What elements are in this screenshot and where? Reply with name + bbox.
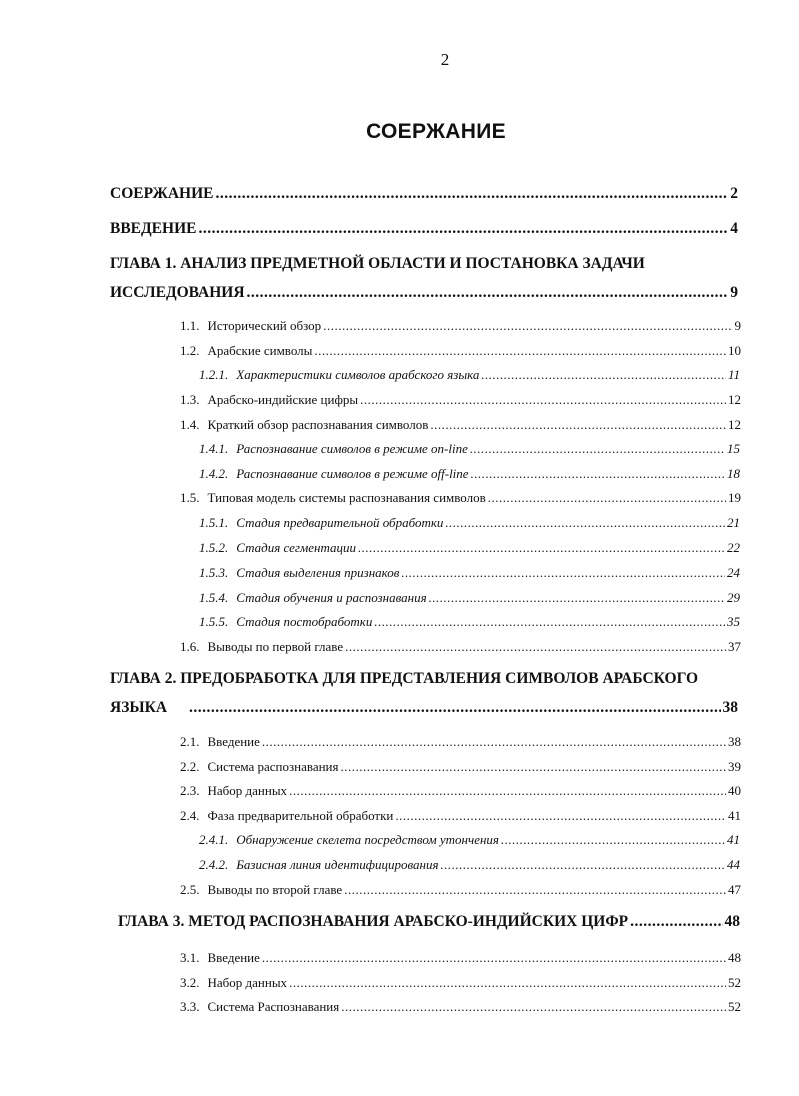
- leader-dots: [262, 734, 726, 750]
- leader-dots: [488, 490, 726, 506]
- toc-entry: 2.3. Набор данных ..... 40: [180, 783, 741, 799]
- toc-entry: 2.2. Система распознавания ..... 39: [180, 759, 741, 775]
- leader-dots: [471, 466, 725, 482]
- leader-dots: [445, 515, 725, 531]
- leader-dots: [374, 614, 725, 630]
- toc-entry: 1.1. Исторический обзор ..... 9: [180, 318, 741, 334]
- chapter-2-heading-line1: ГЛАВА 2. ПРЕДОБРАБОТКА ДЛЯ ПРЕДСТАВЛЕНИЯ СИМВОЛОВ АРАБСКОГО: [110, 670, 699, 687]
- leader-dots: [289, 975, 726, 991]
- toc-entry-chapter-2: ЯЗЫКА ..... 38: [110, 699, 738, 717]
- leader-dots: [401, 565, 725, 581]
- toc-entry-chapter-3: ГЛАВА 3. МЕТОД РАСПОЗНАВАНИЯ АРАБСКО-ИНДИЙСКИХ ЦИФР ..... 48: [118, 913, 740, 931]
- toc-entry: 1.4. Краткий обзор распознавания символов ..... 12: [180, 417, 741, 433]
- leader-dots: [323, 318, 732, 334]
- toc-entry: 1.5.2. Стадия сегментации ..... 22: [199, 540, 740, 556]
- toc-entry: 1.5.3. Стадия выделения признаков ..... 24: [199, 565, 740, 581]
- leader-dots: [215, 185, 728, 203]
- toc-entry: 1.4.2. Распознавание символов в режиме off-line ..... 18: [199, 466, 740, 482]
- leader-dots: [430, 417, 726, 433]
- toc-entry: 1.5. Типовая модель системы распознавания символов ..... 19: [180, 490, 741, 506]
- page-number: 2: [440, 50, 450, 69]
- toc-entry: 1.5.4. Стадия обучения и распознавания ..... 29: [199, 590, 740, 606]
- leader-dots: [198, 220, 728, 238]
- leader-dots: [429, 590, 725, 606]
- toc-entry: 1.2. Арабские символы ..... 10: [180, 343, 741, 359]
- toc-entry: 2.4. Фаза предварительной обработки ..... 41: [180, 808, 741, 824]
- leader-dots: [441, 857, 725, 873]
- leader-dots: [262, 950, 726, 966]
- leader-dots: [395, 808, 726, 824]
- leader-dots: [189, 699, 720, 717]
- toc-entry: 2.1. Введение ..... 38: [180, 734, 741, 750]
- toc-entry-soderzhanie: СОЕРЖАНИЕ ..... 2: [110, 185, 738, 203]
- leader-dots: [341, 999, 726, 1015]
- toc-entry: 2.4.1. Обнаружение скелета посредством утончения ..... 41: [199, 832, 740, 848]
- toc-entry: 2.4.2. Базисная линия идентифицирования ..... 44: [199, 857, 740, 873]
- toc-entry: 1.5.5. Стадия постобработки ..... 35: [199, 614, 740, 630]
- toc-entry: 1.2.1. Характеристики символов арабского языка ..... 11: [199, 367, 740, 383]
- chapter-1-heading-line1: ГЛАВА 1. АНАЛИЗ ПРЕДМЕТНОЙ ОБЛАСТИ И ПОСТАНОВКА ЗАДАЧИ: [110, 255, 645, 272]
- leader-dots: [630, 913, 722, 931]
- toc-entry: 3.3. Система Распознавания ..... 52: [180, 999, 741, 1015]
- toc-entry: 3.2. Набор данных ..... 52: [180, 975, 741, 991]
- toc-entry-vvedenie: ВВЕДЕНИЕ ..... 4: [110, 220, 738, 238]
- toc-entry: 1.3. Арабско-индийские цифры ..... 12: [180, 392, 741, 408]
- leader-dots: [345, 639, 726, 655]
- leader-dots: [341, 759, 727, 775]
- toc-entry: 1.4.1. Распознавание символов в режиме on-line ..... 15: [199, 441, 740, 457]
- leader-dots: [247, 284, 729, 302]
- toc-entry: 1.5.1. Стадия предварительной обработки ..... 21: [199, 515, 740, 531]
- leader-dots: [481, 367, 726, 383]
- toc-entry-chapter-1: ИССЛЕДОВАНИЯ ..... 9: [110, 284, 738, 302]
- leader-dots: [344, 882, 726, 898]
- leader-dots: [360, 392, 726, 408]
- leader-dots: [470, 441, 725, 457]
- leader-dots: [289, 783, 726, 799]
- toc-entry: 1.6. Выводы по первой главе ..... 37: [180, 639, 741, 655]
- toc-entry: 3.1. Введение ..... 48: [180, 950, 741, 966]
- page-title: СОЕРЖАНИЕ: [366, 120, 506, 143]
- leader-dots: [314, 343, 726, 359]
- leader-dots: [358, 540, 725, 556]
- leader-dots: [501, 832, 725, 848]
- toc-entry: 2.5. Выводы по второй главе ..... 47: [180, 882, 741, 898]
